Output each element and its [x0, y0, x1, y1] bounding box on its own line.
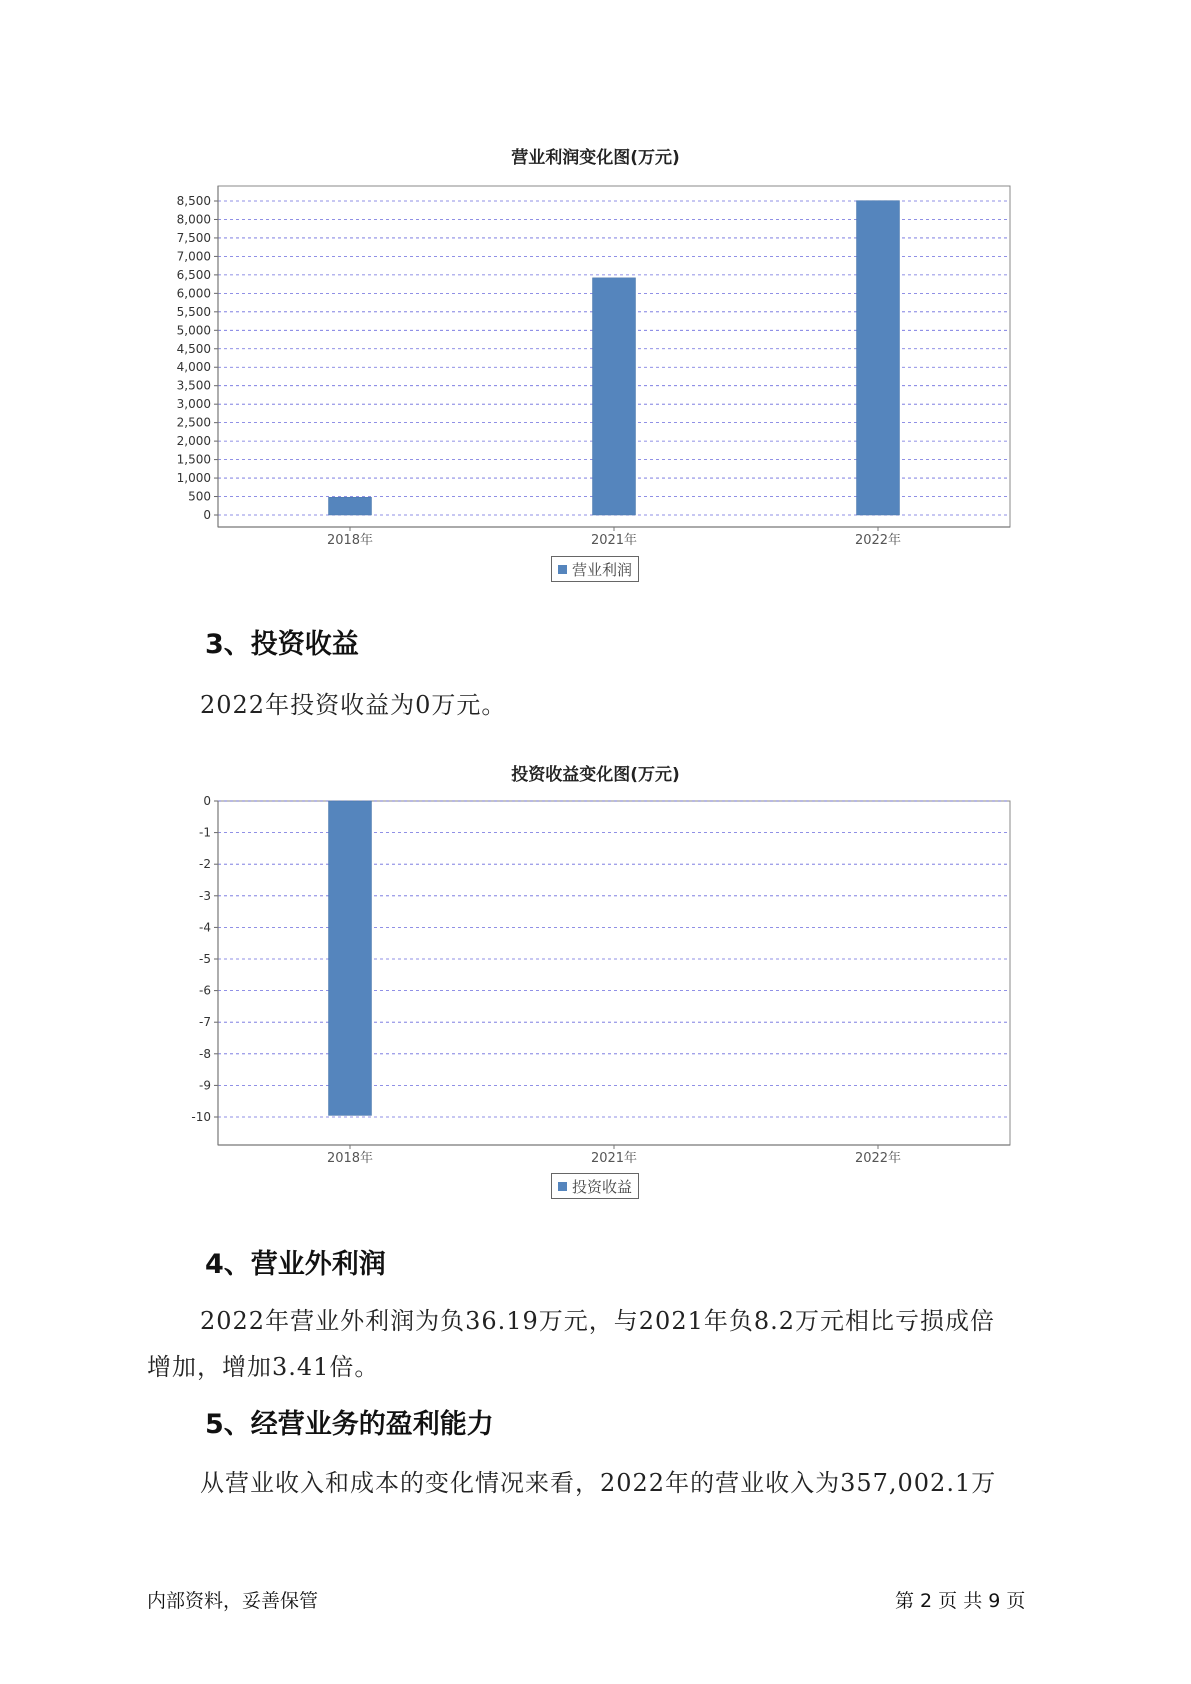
y-tick-label: 500 [188, 489, 211, 504]
y-tick-label: 8,500 [176, 194, 211, 208]
chart1-title: 营业利润变化图(万元) [511, 148, 680, 168]
y-tick-label: -1 [199, 825, 211, 840]
y-tick-label: -2 [199, 857, 211, 872]
y-tick-label: -7 [199, 1015, 211, 1030]
x-tick-label: 2021年 [590, 533, 638, 548]
y-tick-label: 8,000 [176, 212, 211, 227]
y-tick-label: 6,000 [176, 286, 211, 301]
y-tick-label: 5,000 [176, 323, 211, 338]
y-tick-label: 2,500 [176, 415, 211, 430]
y-tick-label: 2,000 [176, 434, 211, 449]
chart2-title: 投资收益变化图(万元) [511, 765, 680, 785]
y-tick-label: -10 [191, 1110, 211, 1124]
y-tick-label: 1,500 [176, 452, 211, 467]
chart1-legend-label: 营业利润 [572, 560, 633, 579]
y-tick-label: 5,500 [176, 304, 211, 319]
y-tick-label: 7,500 [176, 230, 211, 245]
chart2-legend [551, 1173, 639, 1199]
y-tick-label: 0 [203, 508, 211, 522]
y-tick-label: -3 [199, 888, 211, 903]
y-tick-label: 3,500 [176, 378, 211, 393]
section5-heading: 5、经营业务的盈利能力 [205, 1409, 494, 1440]
y-tick-label: -4 [199, 920, 211, 935]
y-tick-label: 6,500 [176, 267, 211, 282]
section3-text: 2022年投资收益为0万元。 [200, 691, 507, 719]
x-tick-label: 2021年 [590, 1151, 638, 1166]
y-tick-label: 4,000 [176, 360, 211, 375]
section4-heading: 4、营业外利润 [205, 1249, 386, 1280]
y-tick-label: -9 [199, 1078, 211, 1093]
x-tick-label: 2022年 [854, 533, 902, 548]
y-tick-label: 3,000 [176, 397, 211, 412]
bar [329, 801, 372, 1115]
y-tick-label: 7,000 [176, 249, 211, 264]
x-tick-label: 2018年 [326, 1151, 374, 1166]
chart2-legend-label: 投资收益 [572, 1177, 633, 1196]
page-number: 第 2 页 共 9 页 [895, 1590, 1026, 1612]
legend-swatch [558, 1182, 567, 1191]
y-tick-label: 1,000 [176, 471, 211, 486]
section4-line1: 2022年营业外利润为负36.19万元，与2021年负8.2万元相比亏损成倍 [200, 1307, 996, 1335]
x-tick-label: 2018年 [326, 533, 374, 548]
y-tick-label: -6 [199, 983, 211, 998]
y-tick-label: 4,500 [176, 341, 211, 356]
x-tick-label: 2022年 [854, 1151, 902, 1166]
section3-heading: 3、投资收益 [205, 629, 359, 660]
section5-line1: 从营业收入和成本的变化情况来看，2022年的营业收入为357,002.1万 [200, 1469, 997, 1497]
footer-note: 内部资料，妥善保管 [147, 1590, 319, 1612]
y-tick-label: 0 [203, 794, 211, 808]
section4-line2: 增加，增加3.41倍。 [147, 1353, 380, 1381]
y-tick-label: -8 [199, 1046, 211, 1061]
y-tick-label: -5 [199, 952, 211, 966]
